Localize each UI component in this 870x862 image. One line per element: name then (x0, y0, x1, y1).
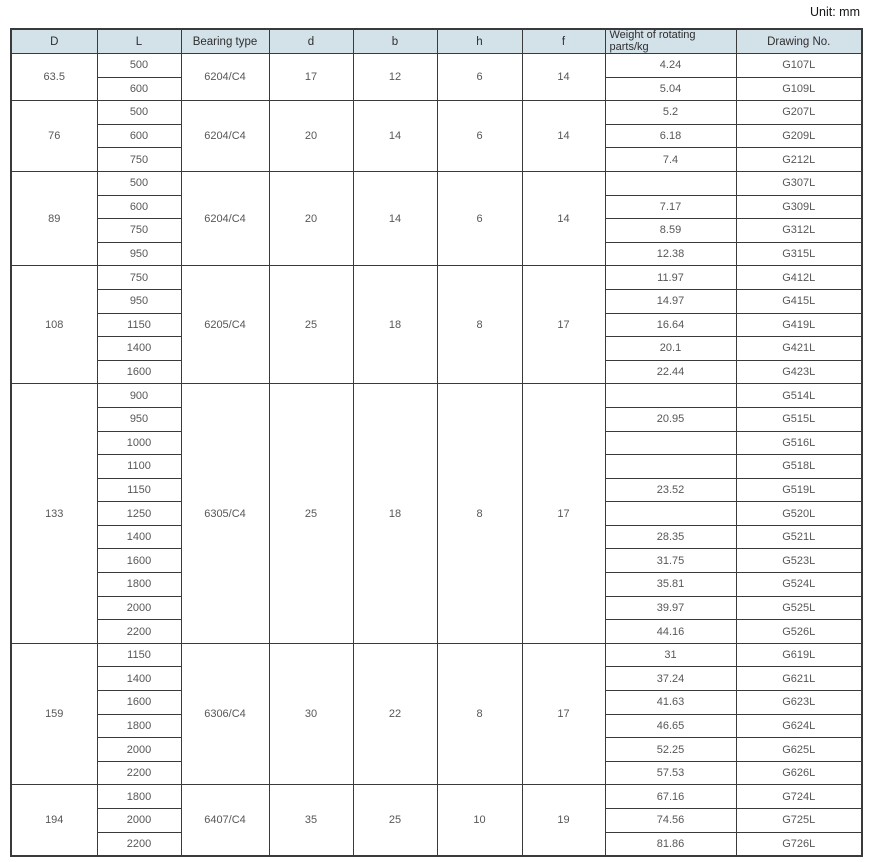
cell-L: 1600 (97, 360, 181, 384)
cell-bearing-type: 6407/C4 (181, 785, 269, 856)
cell-drawing-no: G526L (736, 620, 862, 644)
column-header-D: D (11, 29, 97, 54)
cell-drawing-no: G516L (736, 431, 862, 455)
cell-drawing-no: G518L (736, 455, 862, 479)
table-header (11, 29, 862, 54)
cell-drawing-no: G724L (736, 785, 862, 809)
cell-weight: 8.59 (605, 219, 736, 243)
cell-d: 20 (269, 101, 353, 172)
cell-f: 14 (522, 101, 605, 172)
cell-weight: 74.56 (605, 809, 736, 833)
cell-d: 25 (269, 384, 353, 644)
cell-drawing-no: G423L (736, 360, 862, 384)
cell-L: 750 (97, 148, 181, 172)
cell-L: 1000 (97, 431, 181, 455)
cell-weight: 6.18 (605, 124, 736, 148)
cell-D: 89 (11, 171, 97, 265)
table-row (11, 384, 862, 408)
cell-weight: 12.38 (605, 242, 736, 266)
cell-f: 14 (522, 171, 605, 265)
cell-weight: 22.44 (605, 360, 736, 384)
cell-h: 6 (437, 171, 522, 265)
cell-L: 1800 (97, 714, 181, 738)
cell-drawing-no: G514L (736, 384, 862, 408)
cell-h: 8 (437, 384, 522, 644)
cell-L: 1150 (97, 478, 181, 502)
cell-drawing-no: G521L (736, 525, 862, 549)
cell-L: 750 (97, 219, 181, 243)
cell-f: 14 (522, 54, 605, 101)
cell-bearing-type: 6204/C4 (181, 101, 269, 172)
table-row (11, 171, 862, 195)
cell-d: 35 (269, 785, 353, 856)
table-body (11, 54, 862, 856)
column-header-b: b (353, 29, 437, 54)
cell-weight: 41.63 (605, 691, 736, 715)
cell-weight (605, 502, 736, 526)
header-row (11, 29, 862, 54)
cell-L: 2200 (97, 761, 181, 785)
cell-L: 1400 (97, 667, 181, 691)
column-header-bearing_type: Bearing type (181, 29, 269, 54)
cell-b: 18 (353, 384, 437, 644)
cell-drawing-no: G419L (736, 313, 862, 337)
cell-weight: 7.17 (605, 195, 736, 219)
cell-bearing-type: 6306/C4 (181, 643, 269, 785)
cell-L: 750 (97, 266, 181, 290)
cell-h: 6 (437, 101, 522, 172)
cell-drawing-no: G525L (736, 596, 862, 620)
cell-weight: 7.4 (605, 148, 736, 172)
cell-weight: 5.04 (605, 77, 736, 101)
cell-L: 1600 (97, 691, 181, 715)
column-header-d: d (269, 29, 353, 54)
cell-L: 1600 (97, 549, 181, 573)
cell-drawing-no: G625L (736, 738, 862, 762)
cell-drawing-no: G107L (736, 54, 862, 78)
cell-weight: 35.81 (605, 573, 736, 597)
cell-f: 19 (522, 785, 605, 856)
cell-L: 1150 (97, 313, 181, 337)
cell-L: 950 (97, 289, 181, 313)
cell-L: 500 (97, 54, 181, 78)
table-row (11, 266, 862, 290)
cell-L: 1400 (97, 525, 181, 549)
cell-drawing-no: G624L (736, 714, 862, 738)
cell-L: 1250 (97, 502, 181, 526)
cell-D: 133 (11, 384, 97, 644)
cell-weight: 52.25 (605, 738, 736, 762)
cell-L: 2200 (97, 620, 181, 644)
cell-drawing-no: G109L (736, 77, 862, 101)
cell-L: 900 (97, 384, 181, 408)
cell-h: 10 (437, 785, 522, 856)
cell-bearing-type: 6305/C4 (181, 384, 269, 644)
cell-L: 600 (97, 195, 181, 219)
cell-bearing-type: 6204/C4 (181, 54, 269, 101)
cell-f: 17 (522, 266, 605, 384)
cell-D: 194 (11, 785, 97, 856)
cell-bearing-type: 6204/C4 (181, 171, 269, 265)
cell-b: 12 (353, 54, 437, 101)
cell-L: 2000 (97, 596, 181, 620)
table-row (11, 785, 862, 809)
cell-drawing-no: G524L (736, 573, 862, 597)
cell-drawing-no: G519L (736, 478, 862, 502)
cell-b: 25 (353, 785, 437, 856)
cell-b: 14 (353, 101, 437, 172)
cell-f: 17 (522, 384, 605, 644)
cell-drawing-no: G515L (736, 407, 862, 431)
cell-drawing-no: G312L (736, 219, 862, 243)
cell-weight: 44.16 (605, 620, 736, 644)
cell-weight: 46.65 (605, 714, 736, 738)
cell-weight (605, 455, 736, 479)
cell-L: 950 (97, 242, 181, 266)
cell-d: 17 (269, 54, 353, 101)
cell-drawing-no: G726L (736, 832, 862, 856)
cell-L: 1800 (97, 785, 181, 809)
cell-weight: 37.24 (605, 667, 736, 691)
unit-label: Unit: mm (810, 5, 860, 19)
cell-weight (605, 431, 736, 455)
table-row (11, 101, 862, 125)
cell-L: 500 (97, 101, 181, 125)
cell-D: 63.5 (11, 54, 97, 101)
cell-drawing-no: G209L (736, 124, 862, 148)
cell-L: 1800 (97, 573, 181, 597)
cell-weight: 28.35 (605, 525, 736, 549)
cell-L: 1150 (97, 643, 181, 667)
cell-drawing-no: G315L (736, 242, 862, 266)
cell-drawing-no: G725L (736, 809, 862, 833)
cell-L: 950 (97, 407, 181, 431)
cell-drawing-no: G307L (736, 171, 862, 195)
cell-drawing-no: G621L (736, 667, 862, 691)
cell-drawing-no: G415L (736, 289, 862, 313)
cell-weight: 39.97 (605, 596, 736, 620)
cell-weight: 4.24 (605, 54, 736, 78)
bearing-dimensions-table (10, 28, 863, 857)
cell-d: 30 (269, 643, 353, 785)
cell-weight: 20.1 (605, 337, 736, 361)
cell-b: 18 (353, 266, 437, 384)
column-header-h: h (437, 29, 522, 54)
cell-weight: 31.75 (605, 549, 736, 573)
cell-bearing-type: 6205/C4 (181, 266, 269, 384)
cell-weight: 57.53 (605, 761, 736, 785)
cell-h: 8 (437, 643, 522, 785)
cell-drawing-no: G412L (736, 266, 862, 290)
cell-drawing-no: G626L (736, 761, 862, 785)
column-header-drawing: Drawing No. (736, 29, 862, 54)
cell-weight: 67.16 (605, 785, 736, 809)
cell-drawing-no: G520L (736, 502, 862, 526)
cell-weight: 81.86 (605, 832, 736, 856)
cell-weight (605, 171, 736, 195)
cell-drawing-no: G421L (736, 337, 862, 361)
cell-L: 1400 (97, 337, 181, 361)
table-row (11, 643, 862, 667)
cell-f: 17 (522, 643, 605, 785)
cell-L: 500 (97, 171, 181, 195)
cell-b: 22 (353, 643, 437, 785)
cell-weight: 20.95 (605, 407, 736, 431)
cell-d: 25 (269, 266, 353, 384)
cell-drawing-no: G309L (736, 195, 862, 219)
cell-h: 8 (437, 266, 522, 384)
cell-L: 600 (97, 77, 181, 101)
cell-drawing-no: G207L (736, 101, 862, 125)
cell-L: 2000 (97, 738, 181, 762)
cell-h: 6 (437, 54, 522, 101)
cell-L: 600 (97, 124, 181, 148)
cell-drawing-no: G212L (736, 148, 862, 172)
cell-weight: 23.52 (605, 478, 736, 502)
column-header-weight: Weight of rotating parts/kg (605, 29, 736, 54)
cell-D: 76 (11, 101, 97, 172)
cell-drawing-no: G523L (736, 549, 862, 573)
column-header-L: L (97, 29, 181, 54)
column-header-f: f (522, 29, 605, 54)
cell-d: 20 (269, 171, 353, 265)
cell-weight: 5.2 (605, 101, 736, 125)
cell-L: 2000 (97, 809, 181, 833)
cell-weight: 11.97 (605, 266, 736, 290)
cell-weight: 16.64 (605, 313, 736, 337)
cell-D: 108 (11, 266, 97, 384)
cell-weight: 14.97 (605, 289, 736, 313)
cell-L: 1100 (97, 455, 181, 479)
cell-weight: 31 (605, 643, 736, 667)
cell-L: 2200 (97, 832, 181, 856)
cell-D: 159 (11, 643, 97, 785)
cell-b: 14 (353, 171, 437, 265)
cell-weight (605, 384, 736, 408)
table-row (11, 54, 862, 78)
cell-drawing-no: G623L (736, 691, 862, 715)
cell-drawing-no: G619L (736, 643, 862, 667)
